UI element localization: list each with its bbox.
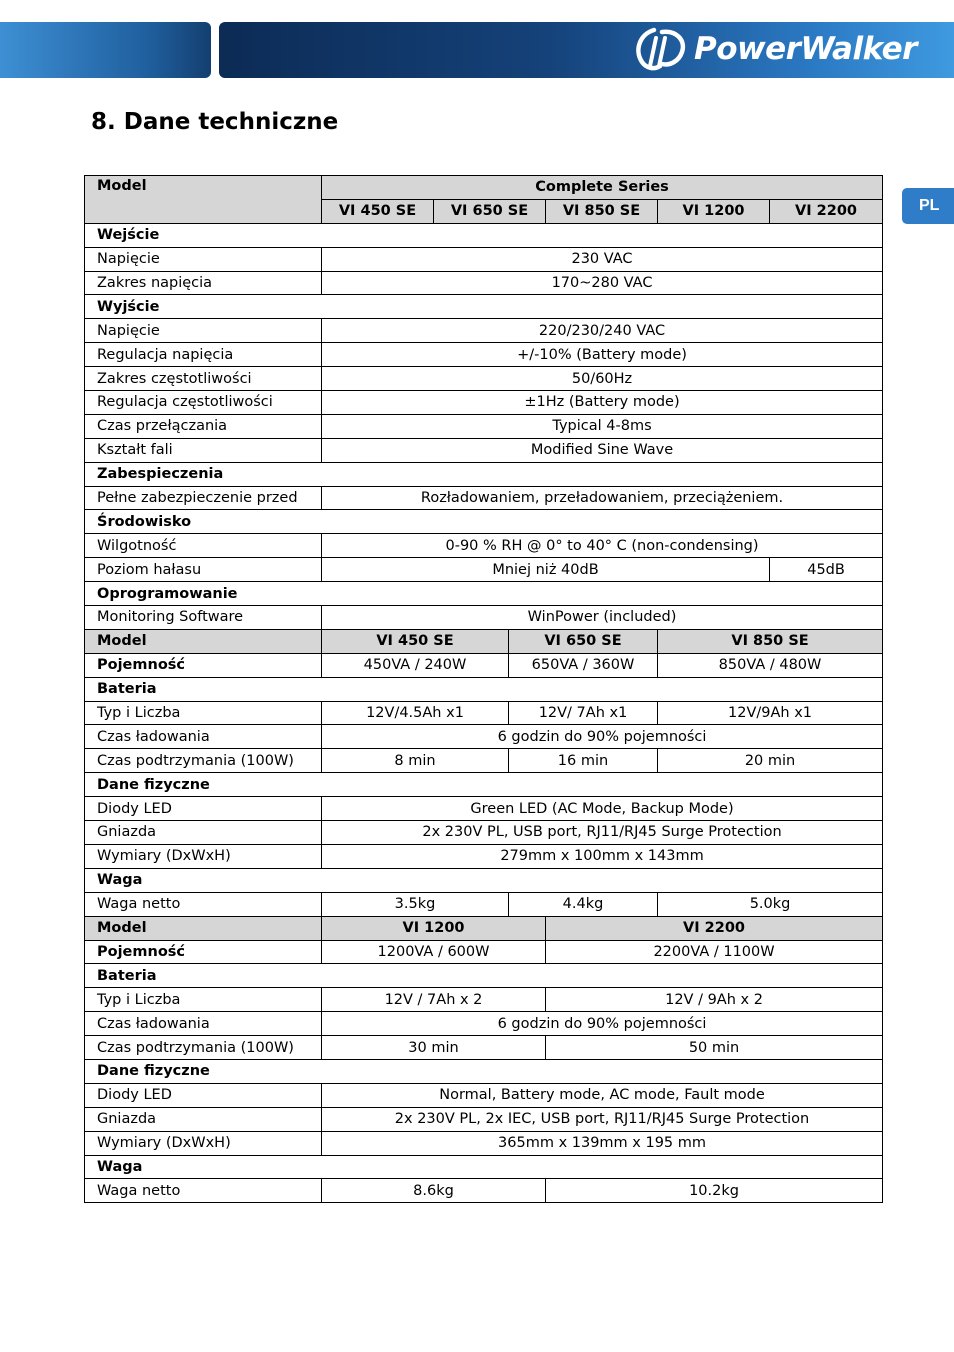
row-value: 3.5kg: [322, 892, 509, 916]
section-row: [85, 773, 883, 797]
row-label: Gniazda: [85, 821, 322, 845]
section-title: Wejście: [85, 223, 883, 247]
table-row: [85, 725, 883, 749]
row-value: Normal, Battery mode, AC mode, Fault mode: [322, 1083, 883, 1107]
row-value: 450VA / 240W: [322, 653, 509, 677]
row-value: 10.2kg: [546, 1179, 883, 1203]
section-row: [85, 677, 883, 701]
row-label: Wymiary (DxWxH): [85, 844, 322, 868]
row-value: Green LED (AC Mode, Backup Mode): [322, 797, 883, 821]
row-value: 6 godzin do 90% pojemności: [322, 1012, 883, 1036]
row-label: Diody LED: [85, 1083, 322, 1107]
row-label: Wymiary (DxWxH): [85, 1131, 322, 1155]
row-label: Czas ładowania: [85, 725, 322, 749]
table-row: [85, 486, 883, 510]
section-row: [85, 510, 883, 534]
model-name: VI 850 SE: [658, 629, 883, 653]
row-label: Napięcie: [85, 247, 322, 271]
row-value: +/-10% (Battery mode): [322, 343, 883, 367]
row-value: 5.0kg: [658, 892, 883, 916]
row-value: 2x 230V PL, USB port, RJ11/RJ45 Surge Protection: [322, 821, 883, 845]
model-name: VI 650 SE: [509, 629, 658, 653]
model-name: VI 2200: [770, 199, 883, 223]
table-row: [85, 438, 883, 462]
model-header-row: [85, 629, 883, 653]
table-row: [85, 1012, 883, 1036]
section-title: Oprogramowanie: [85, 582, 883, 606]
row-value: 50/60Hz: [322, 367, 883, 391]
logo-mark-icon: [632, 26, 690, 72]
row-value: 1200VA / 600W: [322, 940, 546, 964]
row-value: ±1Hz (Battery mode): [322, 391, 883, 415]
row-value: 850VA / 480W: [658, 653, 883, 677]
table-row: [85, 844, 883, 868]
table-row: [85, 606, 883, 630]
model-name: VI 1200: [322, 916, 546, 940]
row-value: 50 min: [546, 1036, 883, 1060]
table-row: [85, 1131, 883, 1155]
row-label: Zakres częstotliwości: [85, 367, 322, 391]
row-label: Diody LED: [85, 797, 322, 821]
row-value: 365mm x 139mm x 195 mm: [322, 1131, 883, 1155]
row-label: Regulacja napięcia: [85, 343, 322, 367]
model-name: VI 2200: [546, 916, 883, 940]
table-row: [85, 534, 883, 558]
table-row: [85, 701, 883, 725]
row-label: Wilgotność: [85, 534, 322, 558]
section-row: [85, 1155, 883, 1179]
row-label: Poziom hałasu: [85, 558, 322, 582]
model-header-row: [85, 916, 883, 940]
table-row: [85, 343, 883, 367]
row-label: Kształt fali: [85, 438, 322, 462]
row-value: 20 min: [658, 749, 883, 773]
row-label: Czas podtrzymania (100W): [85, 1036, 322, 1060]
section-title: Waga: [85, 1155, 883, 1179]
row-label: Czas ładowania: [85, 1012, 322, 1036]
model-label: Model: [85, 629, 322, 653]
row-value: 170~280 VAC: [322, 271, 883, 295]
row-value: 12V/9Ah x1: [658, 701, 883, 725]
row-value: WinPower (included): [322, 606, 883, 630]
section-title: Środowisko: [85, 510, 883, 534]
row-value: 220/230/240 VAC: [322, 319, 883, 343]
row-value: 4.4kg: [509, 892, 658, 916]
section-title: Zabespieczenia: [85, 462, 883, 486]
table-row: [85, 176, 883, 200]
row-label: Czas przełączania: [85, 414, 322, 438]
table-row: [85, 391, 883, 415]
model-name: VI 850 SE: [546, 199, 658, 223]
brand-name: PowerWalker: [694, 31, 917, 67]
section-row: [85, 964, 883, 988]
table-row: [85, 1179, 883, 1203]
table-row: [85, 940, 883, 964]
row-value: 0-90 % RH @ 0° to 40° C (non-condensing): [322, 534, 883, 558]
brand-logo: [632, 24, 942, 74]
table-row: [85, 892, 883, 916]
row-value: 8 min: [322, 749, 509, 773]
row-value: 12V/ 7Ah x1: [509, 701, 658, 725]
table-row: [85, 558, 883, 582]
language-tab[interactable]: PL: [902, 188, 954, 224]
table-row: [85, 749, 883, 773]
row-label: Czas podtrzymania (100W): [85, 749, 322, 773]
row-label: Monitoring Software: [85, 606, 322, 630]
section-title: Bateria: [85, 964, 883, 988]
row-label: Pojemność: [85, 653, 322, 677]
table-row: [85, 1083, 883, 1107]
section-row: [85, 223, 883, 247]
row-value: 8.6kg: [322, 1179, 546, 1203]
table-row: [85, 653, 883, 677]
section-title: Wyjście: [85, 295, 883, 319]
row-label: Typ i Liczba: [85, 701, 322, 725]
table-row: [85, 1107, 883, 1131]
section-row: [85, 295, 883, 319]
row-value: 30 min: [322, 1036, 546, 1060]
table-row: [85, 988, 883, 1012]
row-value: 230 VAC: [322, 247, 883, 271]
series-label: Complete Series: [322, 176, 883, 200]
row-label: Waga netto: [85, 892, 322, 916]
table-row: [85, 319, 883, 343]
row-value: 2x 230V PL, 2x IEC, USB port, RJ11/RJ45 Surge Protection: [322, 1107, 883, 1131]
row-label: Typ i Liczba: [85, 988, 322, 1012]
row-value: 279mm x 100mm x 143mm: [322, 844, 883, 868]
section-row: [85, 582, 883, 606]
table-row: [85, 247, 883, 271]
row-value: 6 godzin do 90% pojemności: [322, 725, 883, 749]
row-label: Waga netto: [85, 1179, 322, 1203]
row-value: 16 min: [509, 749, 658, 773]
row-value: 2200VA / 1100W: [546, 940, 883, 964]
section-title: Bateria: [85, 677, 883, 701]
table-row: [85, 271, 883, 295]
page-title: 8. Dane techniczne: [91, 109, 339, 135]
row-label: Napięcie: [85, 319, 322, 343]
row-label: Zakres napięcia: [85, 271, 322, 295]
table-row: [85, 367, 883, 391]
model-name: VI 650 SE: [434, 199, 546, 223]
row-value: 45dB: [770, 558, 883, 582]
model-name: VI 450 SE: [322, 629, 509, 653]
row-value: 12V / 9Ah x 2: [546, 988, 883, 1012]
row-value: Typical 4-8ms: [322, 414, 883, 438]
table-row: [85, 414, 883, 438]
row-label: Gniazda: [85, 1107, 322, 1131]
row-label: Pełne zabezpieczenie przed: [85, 486, 322, 510]
model-name: VI 1200: [658, 199, 770, 223]
table-row: [85, 821, 883, 845]
table-row: [85, 1036, 883, 1060]
section-title: Dane fizyczne: [85, 1059, 883, 1083]
row-value: 12V/4.5Ah x1: [322, 701, 509, 725]
table-row: [85, 797, 883, 821]
section-title: Waga: [85, 868, 883, 892]
row-value: Mniej niż 40dB: [322, 558, 770, 582]
model-label: Model: [85, 176, 322, 224]
row-value: 12V / 7Ah x 2: [322, 988, 546, 1012]
row-value: 650VA / 360W: [509, 653, 658, 677]
row-value: Modified Sine Wave: [322, 438, 883, 462]
header-bar-left: [0, 22, 211, 78]
row-value: Rozładowaniem, przeładowaniem, przeciążeniem.: [322, 486, 883, 510]
model-label: Model: [85, 916, 322, 940]
section-row: [85, 868, 883, 892]
row-label: Pojemność: [85, 940, 322, 964]
section-row: [85, 462, 883, 486]
row-label: Regulacja częstotliwości: [85, 391, 322, 415]
section-row: [85, 1059, 883, 1083]
model-name: VI 450 SE: [322, 199, 434, 223]
section-title: Dane fizyczne: [85, 773, 883, 797]
spec-table: [84, 175, 883, 1203]
